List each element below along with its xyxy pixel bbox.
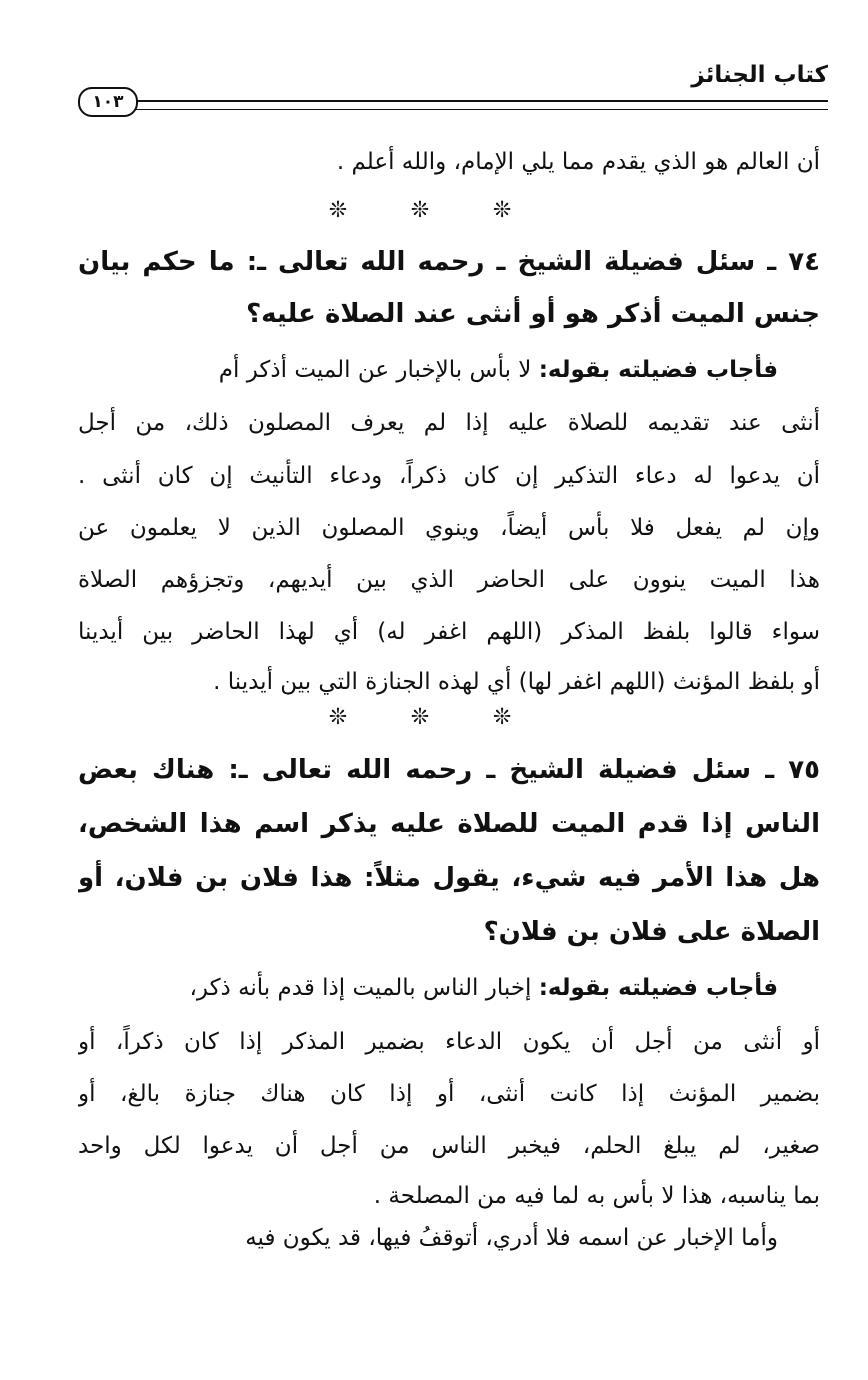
question-75-line: الناس إذا قدم الميت للصلاة عليه يذكر اسم هذا الشخص، bbox=[78, 809, 820, 839]
answer-75-line: بما يناسبه، هذا لا بأس به لما فيه من المصلحة . bbox=[373, 1183, 820, 1209]
section-separator: ❊ ❊ ❊ bbox=[328, 198, 540, 223]
answer-lead: فأجاب فضيلته بقوله: bbox=[538, 975, 778, 1001]
answer-text: لا بأس بالإخبار عن الميت أذكر أم bbox=[218, 357, 532, 383]
page-number: ١٠٣ bbox=[78, 87, 138, 117]
section-separator: ❊ ❊ ❊ bbox=[328, 705, 540, 730]
answer-75-first-line bbox=[78, 966, 820, 1012]
answer-text: وأما الإخبار عن اسمه فلا أدري، أتوقفُ فيها، قد يكون فيه bbox=[245, 1225, 778, 1251]
question-74-line: ٧٤ ـ سئل فضيلة الشيخ ـ رحمه الله تعالى ـ: ما حكم بيان bbox=[78, 247, 820, 277]
question-74-line: جنس الميت أذكر هو أو أنثى عند الصلاة عليه؟ bbox=[246, 299, 820, 329]
answer-lead: فأجاب فضيلته بقوله: bbox=[538, 357, 778, 383]
answer-75-line: بضمير المؤنث إذا كانت أنثى، أو إذا كان هناك جنازة بالغ، أو bbox=[78, 1081, 820, 1107]
answer-74-line: أنثى عند تقديمه للصلاة عليه إذا لم يعرف المصلون ذلك، من أجل bbox=[78, 410, 820, 436]
answer-74-line: أن يدعوا له دعاء التذكير إن كان ذكراً، ودعاء التأنيث إن كان أنثى . bbox=[78, 463, 820, 489]
answer-text: إخبار الناس بالميت إذا قدم بأنه ذكر، bbox=[189, 975, 532, 1001]
answer-74-first-line bbox=[78, 348, 820, 394]
answer-74-line: هذا الميت ينوون على الحاضر الذي بين أيديهم، وتجزؤهم الصلاة bbox=[78, 567, 820, 593]
header-rule bbox=[130, 100, 828, 110]
answer-75-line bbox=[78, 1216, 820, 1262]
answer-75-line: أو أنثى من أجل أن يكون الدعاء بضمير المذكر إذا كان ذكراً، أو bbox=[78, 1029, 820, 1055]
answer-75-line: صغير، لم يبلغ الحلم، فيخبر الناس من أجل أن يدعوا لكل واحد bbox=[78, 1133, 820, 1159]
running-title: كتاب الجنائز bbox=[691, 62, 828, 88]
question-75-line: ٧٥ ـ سئل فضيلة الشيخ ـ رحمه الله تعالى ـ: هناك بعض bbox=[78, 755, 820, 785]
question-75-line: الصلاة على فلان بن فلان؟ bbox=[483, 917, 820, 947]
answer-74-line: وإن لم يفعل فلا بأس أيضاً، وينوي المصلون الذين لا يعلمون عن bbox=[78, 515, 820, 541]
answer-74-line: أو بلفظ المؤنث (اللهم اغفر لها) أي لهذه الجنازة التي بين أيدينا . bbox=[213, 669, 820, 695]
question-75-line: هل هذا الأمر فيه شيء، يقول مثلاً: هذا فلان بن فلان، أو bbox=[78, 863, 820, 893]
text-line: أن العالم هو الذي يقدم مما يلي الإمام، والله أعلم . bbox=[336, 149, 820, 175]
answer-74-line: سواء قالوا بلفظ المذكر (اللهم اغفر له) أي لهذا الحاضر بين أيدينا bbox=[78, 619, 820, 645]
